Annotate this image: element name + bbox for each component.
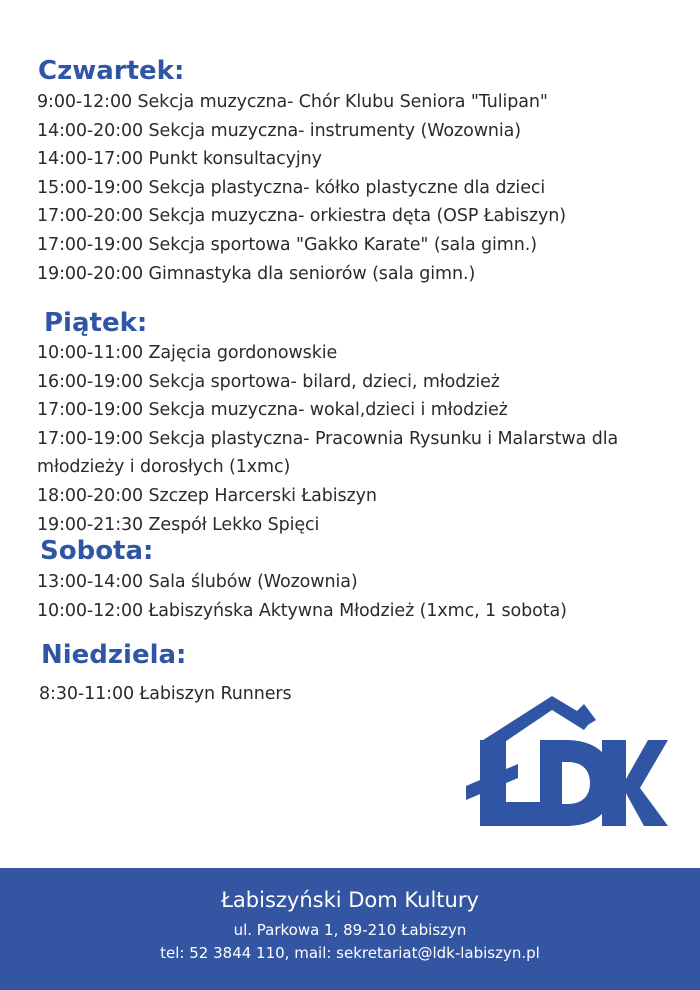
list-item: 9:00-12:00 Sekcja muzyczna- Chór Klubu Seniora "Tulipan": [37, 92, 548, 112]
footer-org-name: Łabiszyński Dom Kultury: [221, 888, 479, 912]
list-item: 17:00-20:00 Sekcja muzyczna- orkiestra dęta (OSP Łabiszyn): [37, 206, 566, 227]
footer: [0, 868, 700, 990]
footer-address: ul. Parkowa 1, 89-210 Łabiszyn: [233, 921, 467, 939]
ldk-logo-icon: [462, 690, 668, 830]
list-item: 15:00-19:00 Sekcja plastyczna- kółko plastyczne dla dzieci: [37, 177, 546, 198]
list-item: 10:00-11:00 Zajęcia gordonowskie: [37, 343, 338, 363]
list-item: 19:00-20:00 Gimnastyka dla seniorów (sala gimn.): [37, 263, 476, 284]
saturday-list: [37, 568, 567, 625]
list-item: 14:00-20:00 Sekcja muzyczna- instrumenty (Wozownia): [37, 120, 522, 141]
list-item: 8:30-11:00 Łabiszyn Runners: [39, 684, 292, 704]
list-item: 16:00-19:00 Sekcja sportowa- bilard, dzieci, młodzież: [37, 371, 500, 392]
list-item: 17:00-19:00 Sekcja sportowa "Gakko Karate" (sala gimn.): [37, 234, 537, 255]
list-item: 17:00-19:00 Sekcja muzyczna- wokal,dzieci i młodzież: [37, 400, 508, 421]
list-item: 19:00-21:30 Zespół Lekko Spięci: [37, 514, 320, 535]
day-heading-thursday: Czwartek:: [38, 56, 185, 86]
list-item: 18:00-20:00 Szczep Harcerski Łabiszyn: [37, 485, 377, 506]
list-item: 17:00-19:00 Sekcja plastyczna- Pracownia Rysunku i Malarstwa dla młodzieży i dorosłych (1xmc): [37, 428, 619, 478]
friday-list: [37, 339, 667, 539]
footer-contact: tel: 52 3844 110, mail: sekretariat@ldk-labiszyn.pl: [160, 944, 540, 962]
day-heading-sunday: Niedziela:: [41, 640, 187, 670]
thursday-list: [37, 88, 566, 288]
list-item: 14:00-17:00 Punkt konsultacyjny: [37, 149, 322, 170]
list-item: 10:00-12:00 Łabiszyńska Aktywna Młodzież (1xmc, 1 sobota): [37, 600, 567, 621]
day-heading-saturday: Sobota:: [40, 536, 154, 566]
day-heading-friday: Piątek:: [44, 308, 148, 338]
list-item: 13:00-14:00 Sala ślubów (Wozownia): [37, 572, 358, 592]
sunday-list: [39, 680, 291, 709]
